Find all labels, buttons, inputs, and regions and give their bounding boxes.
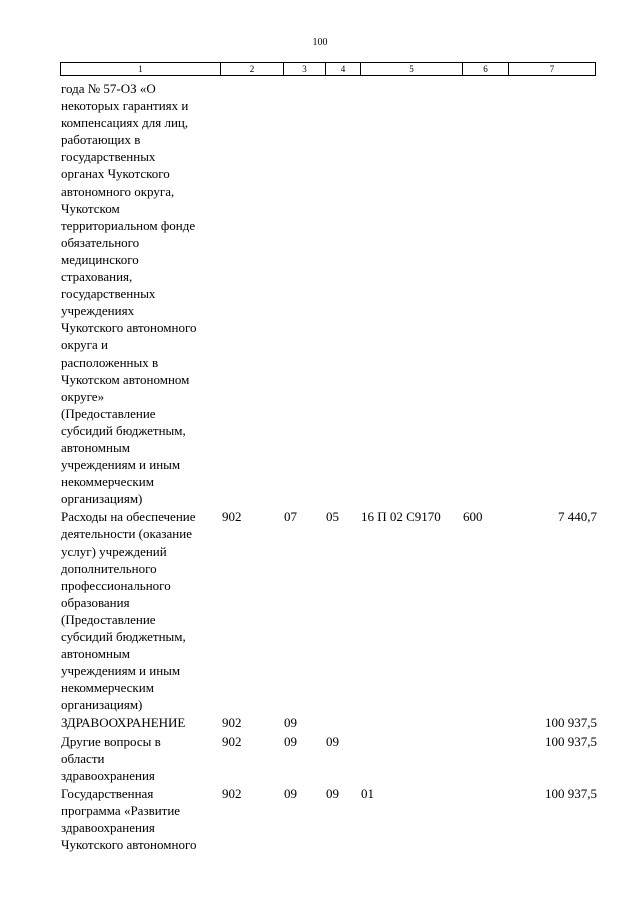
row-grbs: 902 bbox=[222, 509, 242, 525]
row-name: Другие вопросы в области здравоохранения bbox=[61, 733, 161, 783]
header-col-2: 2 bbox=[221, 63, 284, 75]
row-csr: 01 bbox=[361, 785, 374, 801]
header-col-4: 4 bbox=[326, 63, 361, 75]
row-name: Государственная программа «Развитие здравоохранения Чукотского автономного bbox=[61, 785, 197, 853]
row-sum: 100 937,5 bbox=[545, 715, 597, 731]
table-row bbox=[61, 714, 597, 731]
row-sum: 100 937,5 bbox=[545, 733, 597, 749]
row-name: ЗДРАВООХРАНЕНИЕ bbox=[61, 715, 186, 731]
row-grbs: 902 bbox=[222, 785, 242, 801]
page-number: 100 bbox=[312, 37, 328, 48]
row-pr: 05 bbox=[326, 509, 339, 525]
row-rz: 07 bbox=[284, 509, 297, 525]
row-rz: 09 bbox=[284, 715, 297, 731]
row-name: Расходы на обеспечение деятельности (оказание услуг) учреждений дополнительного профессионального образования (Предоставление субсидий бюджетным, автономным учреждениям и иным некоммерческим организациям) bbox=[61, 509, 196, 713]
row-sum: 7 440,7 bbox=[558, 509, 597, 525]
row-csr: 16 П 02 С9170 bbox=[361, 509, 441, 525]
header-col-6: 6 bbox=[463, 63, 509, 75]
row-pr: 09 bbox=[326, 785, 339, 801]
table-row bbox=[61, 80, 597, 507]
header-col-3: 3 bbox=[284, 63, 326, 75]
header-col-5: 5 bbox=[361, 63, 463, 75]
table-header bbox=[60, 62, 596, 76]
header-col-1: 1 bbox=[61, 63, 221, 75]
row-grbs: 902 bbox=[222, 733, 242, 749]
table-row bbox=[61, 508, 597, 713]
table-body bbox=[61, 80, 597, 854]
row-sum: 100 937,5 bbox=[545, 785, 597, 801]
header-col-7: 7 bbox=[549, 64, 555, 74]
row-rz: 09 bbox=[284, 733, 297, 749]
row-pr: 09 bbox=[326, 733, 339, 749]
table-row bbox=[61, 785, 597, 853]
table-row bbox=[61, 733, 597, 784]
row-grbs: 902 bbox=[222, 715, 242, 731]
row-rz: 09 bbox=[284, 785, 297, 801]
row-vr: 600 bbox=[463, 509, 483, 525]
row-name: года № 57-ОЗ «О некоторых гарантиях и компенсациях для лиц, работающих в государственных органах Чукотского автономного округа, Чукотском территориальном фонде обязательного медицинского страхования, государственных учреждениях Чукотского автономного округа и расположенных в Чукотском автономном округе» (Предоставление субсидий бюджетным, автономным учреждениям и иным некоммерческим организациям) bbox=[61, 81, 197, 507]
